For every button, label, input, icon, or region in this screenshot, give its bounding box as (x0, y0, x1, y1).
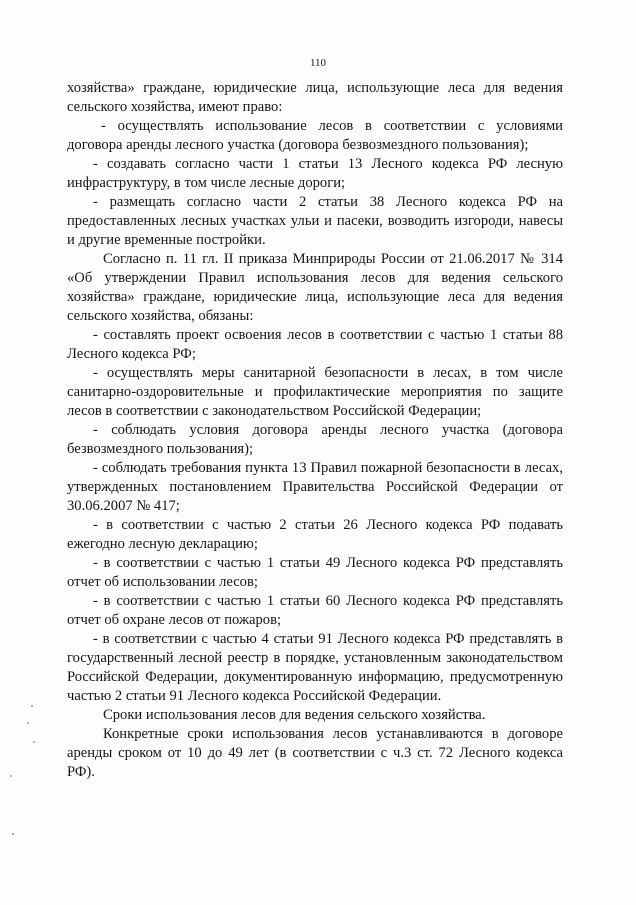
scan-speck (33, 741, 35, 743)
paragraph-duty-registry: - в соответствии с частью 4 статьи 91 Лесного кодекса РФ представлять в государственный лесной реестр в порядке, установленным законодательством Российской Федерации, документированную информацию, предусмотренную частью 2 статьи 91 Лесного кодекса Российской Федерации. (67, 631, 563, 704)
scan-speck (12, 833, 14, 835)
paragraph-duty-sanitary: - осуществлять меры санитарной безопасности в лесах, в том числе санитарно-оздоровительные и профилактические мероприятия по защите лесов в соответствии с законодательством Российской Федерации; (67, 365, 563, 419)
paragraph-right-infrastructure: - создавать согласно части 1 статьи 13 Лесного кодекса РФ лесную инфраструктуру, в том числе лесные дороги; (67, 156, 563, 191)
page-number: 110 (309, 57, 327, 69)
scan-speck (31, 705, 33, 707)
paragraph-duty-declaration: - в соответствии с частью 2 статьи 26 Лесного кодекса РФ подавать ежегодно лесную декларацию; (67, 517, 563, 552)
paragraph-right-use-forests: - осуществлять использование лесов в соответствии с условиями договора аренды лесного участка (договора безвозмездного пользования); (67, 118, 563, 153)
scan-speck (10, 775, 12, 777)
paragraph-rights-intro: хозяйства» граждане, юридические лица, использующие леса для ведения сельского хозяйства, имеют право: (67, 80, 563, 115)
paragraph-duty-project: - составлять проект освоения лесов в соответствии с частью 1 статьи 88 Лесного кодекса РФ; (67, 327, 563, 362)
paragraph-duty-lease-terms: - соблюдать условия договора аренды лесного участка (договора безвозмездного пользования); (67, 422, 563, 457)
paragraph-duty-fire-report: - в соответствии с частью 1 статьи 60 Лесного кодекса РФ представлять отчет об охране лесов от пожаров; (67, 593, 563, 628)
paragraph-duties-intro: Согласно п. 11 гл. II приказа Минприроды России от 21.06.2017 № 314 «Об утверждении Правил использования лесов для ведения сельского хозяйства» граждане, юридические лица, использующие леса для ведения сельского хозяйства, обязаны: (67, 251, 563, 324)
document-body (67, 79, 563, 782)
paragraph-terms-details: Конкретные сроки использования лесов устанавливаются в договоре аренды сроком от 10 до 49 лет (в соответствии с ч.3 ст. 72 Лесного кодекса РФ). (67, 726, 563, 780)
scan-speck (27, 722, 29, 724)
paragraph-right-apiaries: - размещать согласно части 2 статьи 38 Лесного кодекса РФ на предоставленных лесных участках ульи и пасеки, возводить изгороди, навесы и другие временные постройки. (67, 194, 563, 248)
paragraph-duty-usage-report: - в соответствии с частью 1 статьи 49 Лесного кодекса РФ представлять отчет об использовании лесов; (67, 555, 563, 590)
paragraph-terms-heading: Сроки использования лесов для ведения сельского хозяйства. (103, 707, 486, 723)
paragraph-duty-fire-safety: - соблюдать требования пункта 13 Правил пожарной безопасности в лесах, утвержденных постановлением Правительства Российской Федерации от 30.06.2007 № 417; (67, 460, 563, 514)
